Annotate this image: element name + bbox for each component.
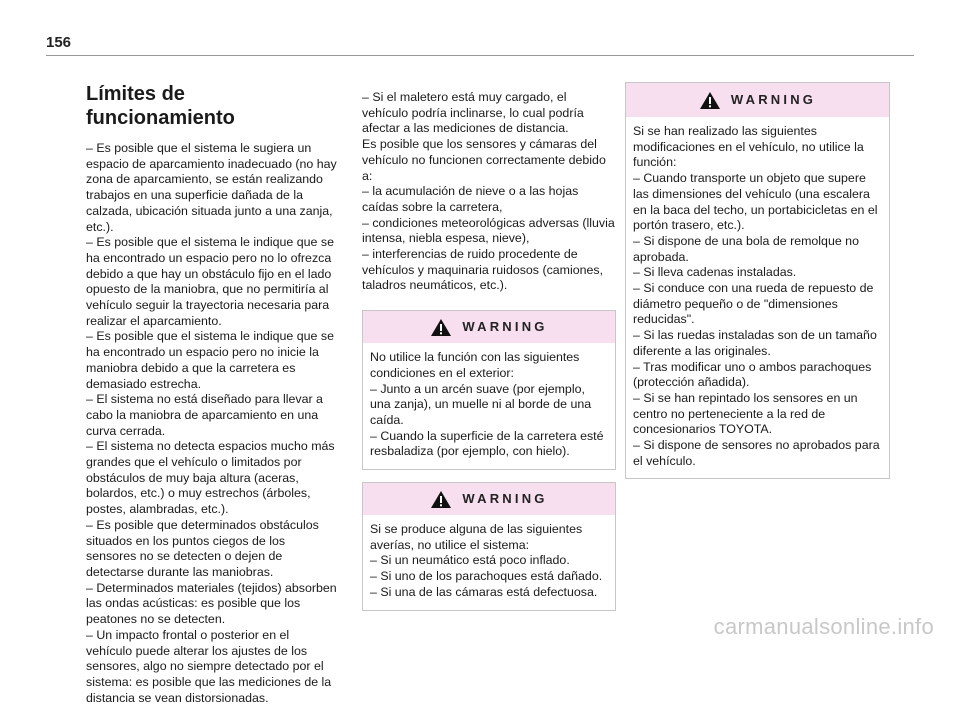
warning-text: – Si dispone de sensores no aprobados para el vehículo. [633,438,880,468]
body-paragraph: – Es posible que el sistema le sugiera un espacio de aparcamiento inadecuado (no hay zona de aparcamiento, se están realizando trabajos en una superficie dañada de la calzada, ubicación situada junto a una zanja, etc.). [86,141,337,234]
warning-text: – Cuando la superficie de la carretera esté resbaladiza (por ejemplo, con hielo). [370,428,604,459]
warning-triangle-icon [430,318,452,337]
warning-text: – Si lleva cadenas instaladas. [633,265,797,280]
watermark: carmanualsonline.info [713,614,934,639]
warning-header [363,483,615,515]
warning-header [363,311,615,343]
warning-triangle-icon [699,91,721,110]
body-paragraph: – Un impacto frontal o posterior en el vehículo puede alterar los ajustes de los sensores, algo no siempre detectado por el sistema: es posible que las mediciones de la distancia se vean distorsionadas. [86,627,332,705]
warning-text: – Si las ruedas instaladas son de un tamaño diferente a las originales. [633,328,877,358]
body-paragraph: – Es posible que el sistema le indique que se ha encontrado un espacio pero no inicie la maniobra debido a que la carretera es demasiado estrecha. [86,329,334,391]
page-number: 156 [46,34,72,51]
body-paragraph: – la acumulación de nieve o a las hojas caídas sobre la carretera, [362,184,579,214]
column-right [625,82,890,479]
body-paragraph: – interferencias de ruido procedente de vehículos y maquinaria ruidosos (camiones, taladros neumáticos, etc.). [362,247,604,293]
warning-text: – Si un neumático está poco inflado. [370,553,570,568]
warning-box [625,82,890,479]
warning-text: – Si conduce con una rueda de repuesto de diámetro pequeño o de "dimensiones reducidas". [633,281,874,327]
warning-text: – Si dispone de una bola de remolque no aprobada. [633,233,859,264]
warning-box [362,482,616,611]
column-left [86,82,338,706]
body-paragraph: – Determinados materiales (tejidos) absorben las ondas acústicas: es posible que los peatones no se detecten. [86,580,337,627]
section-title: Límites de funcionamiento [86,83,235,129]
body-paragraph: – Es posible que determinados obstáculos situados en los puntos ciegos de los sensores no se detecten o dejen de detectarse durante las maniobras. [86,517,319,579]
warning-label: WARNING [462,319,548,335]
warning-text: – Si uno de los parachoques está dañado. [370,569,603,584]
warning-text: – Junto a un arcén suave (por ejemplo, una zanja), un muelle ni al borde de una caída. [370,381,592,427]
warning-triangle-icon [430,490,452,509]
warning-body [363,343,615,469]
warning-text: No utilice la función con las siguientes condiciones en el exterior: [370,350,580,380]
warning-label: WARNING [730,92,817,108]
warning-box [362,310,616,470]
body-paragraph: – condiciones meteorológicas adversas (lluvia intensa, niebla espesa, nieve), [362,215,615,246]
header-rule [46,55,914,56]
warning-label: WARNING [462,491,548,507]
warning-text: – Tras modificar uno o ambos parachoques (protección añadida). [633,359,872,390]
body-paragraph: – Es posible que el sistema le indique que se ha encontrado un espacio pero no lo ofrezca debido a que hay un obstáculo fijo en el lado opuesto de la maniobra, que no permitiría al vehículo seguir la trayectoria necesaria para realizar el aparcamiento. [86,235,334,328]
body-paragraph: – El sistema no está diseñado para llevar a cabo la maniobra de aparcamiento en una curva cerrada. [86,392,323,438]
warning-text: Si se produce alguna de las siguientes averías, no utilice el sistema: [370,522,583,552]
warning-text: – Si una de las cámaras está defectuosa. [370,584,598,599]
warning-text: Si se han realizado las siguientes modificaciones en el vehículo, no utilice la función: [633,124,864,170]
warning-body [626,117,889,478]
body-paragraph: – Si el maletero está muy cargado, el vehículo podría inclinarse, lo cual podría afectar a las mediciones de distancia. [362,90,584,136]
warning-text: – Si se han repintado los sensores en un centro no perteneciente a la red de concesionarios TOYOTA. [633,390,858,437]
warning-body [363,515,615,610]
body-paragraph: – El sistema no detecta espacios mucho más grandes que el vehículo o limitados por obstáculos de muy baja altura (aceras, bolardos, etc.) o muy estrechos (árboles, postes, alambradas, etc.). [86,439,335,517]
warning-text: – Cuando transporte un objeto que supere las dimensiones del vehículo (una escalera en la baca del techo, un portabicicletas en el portón trasero, etc.). [633,171,878,233]
warning-header [626,83,889,117]
column-middle [362,90,616,611]
body-paragraph: Es posible que los sensores y cámaras del vehículo no funcionen correctamente debido a: [362,137,606,183]
